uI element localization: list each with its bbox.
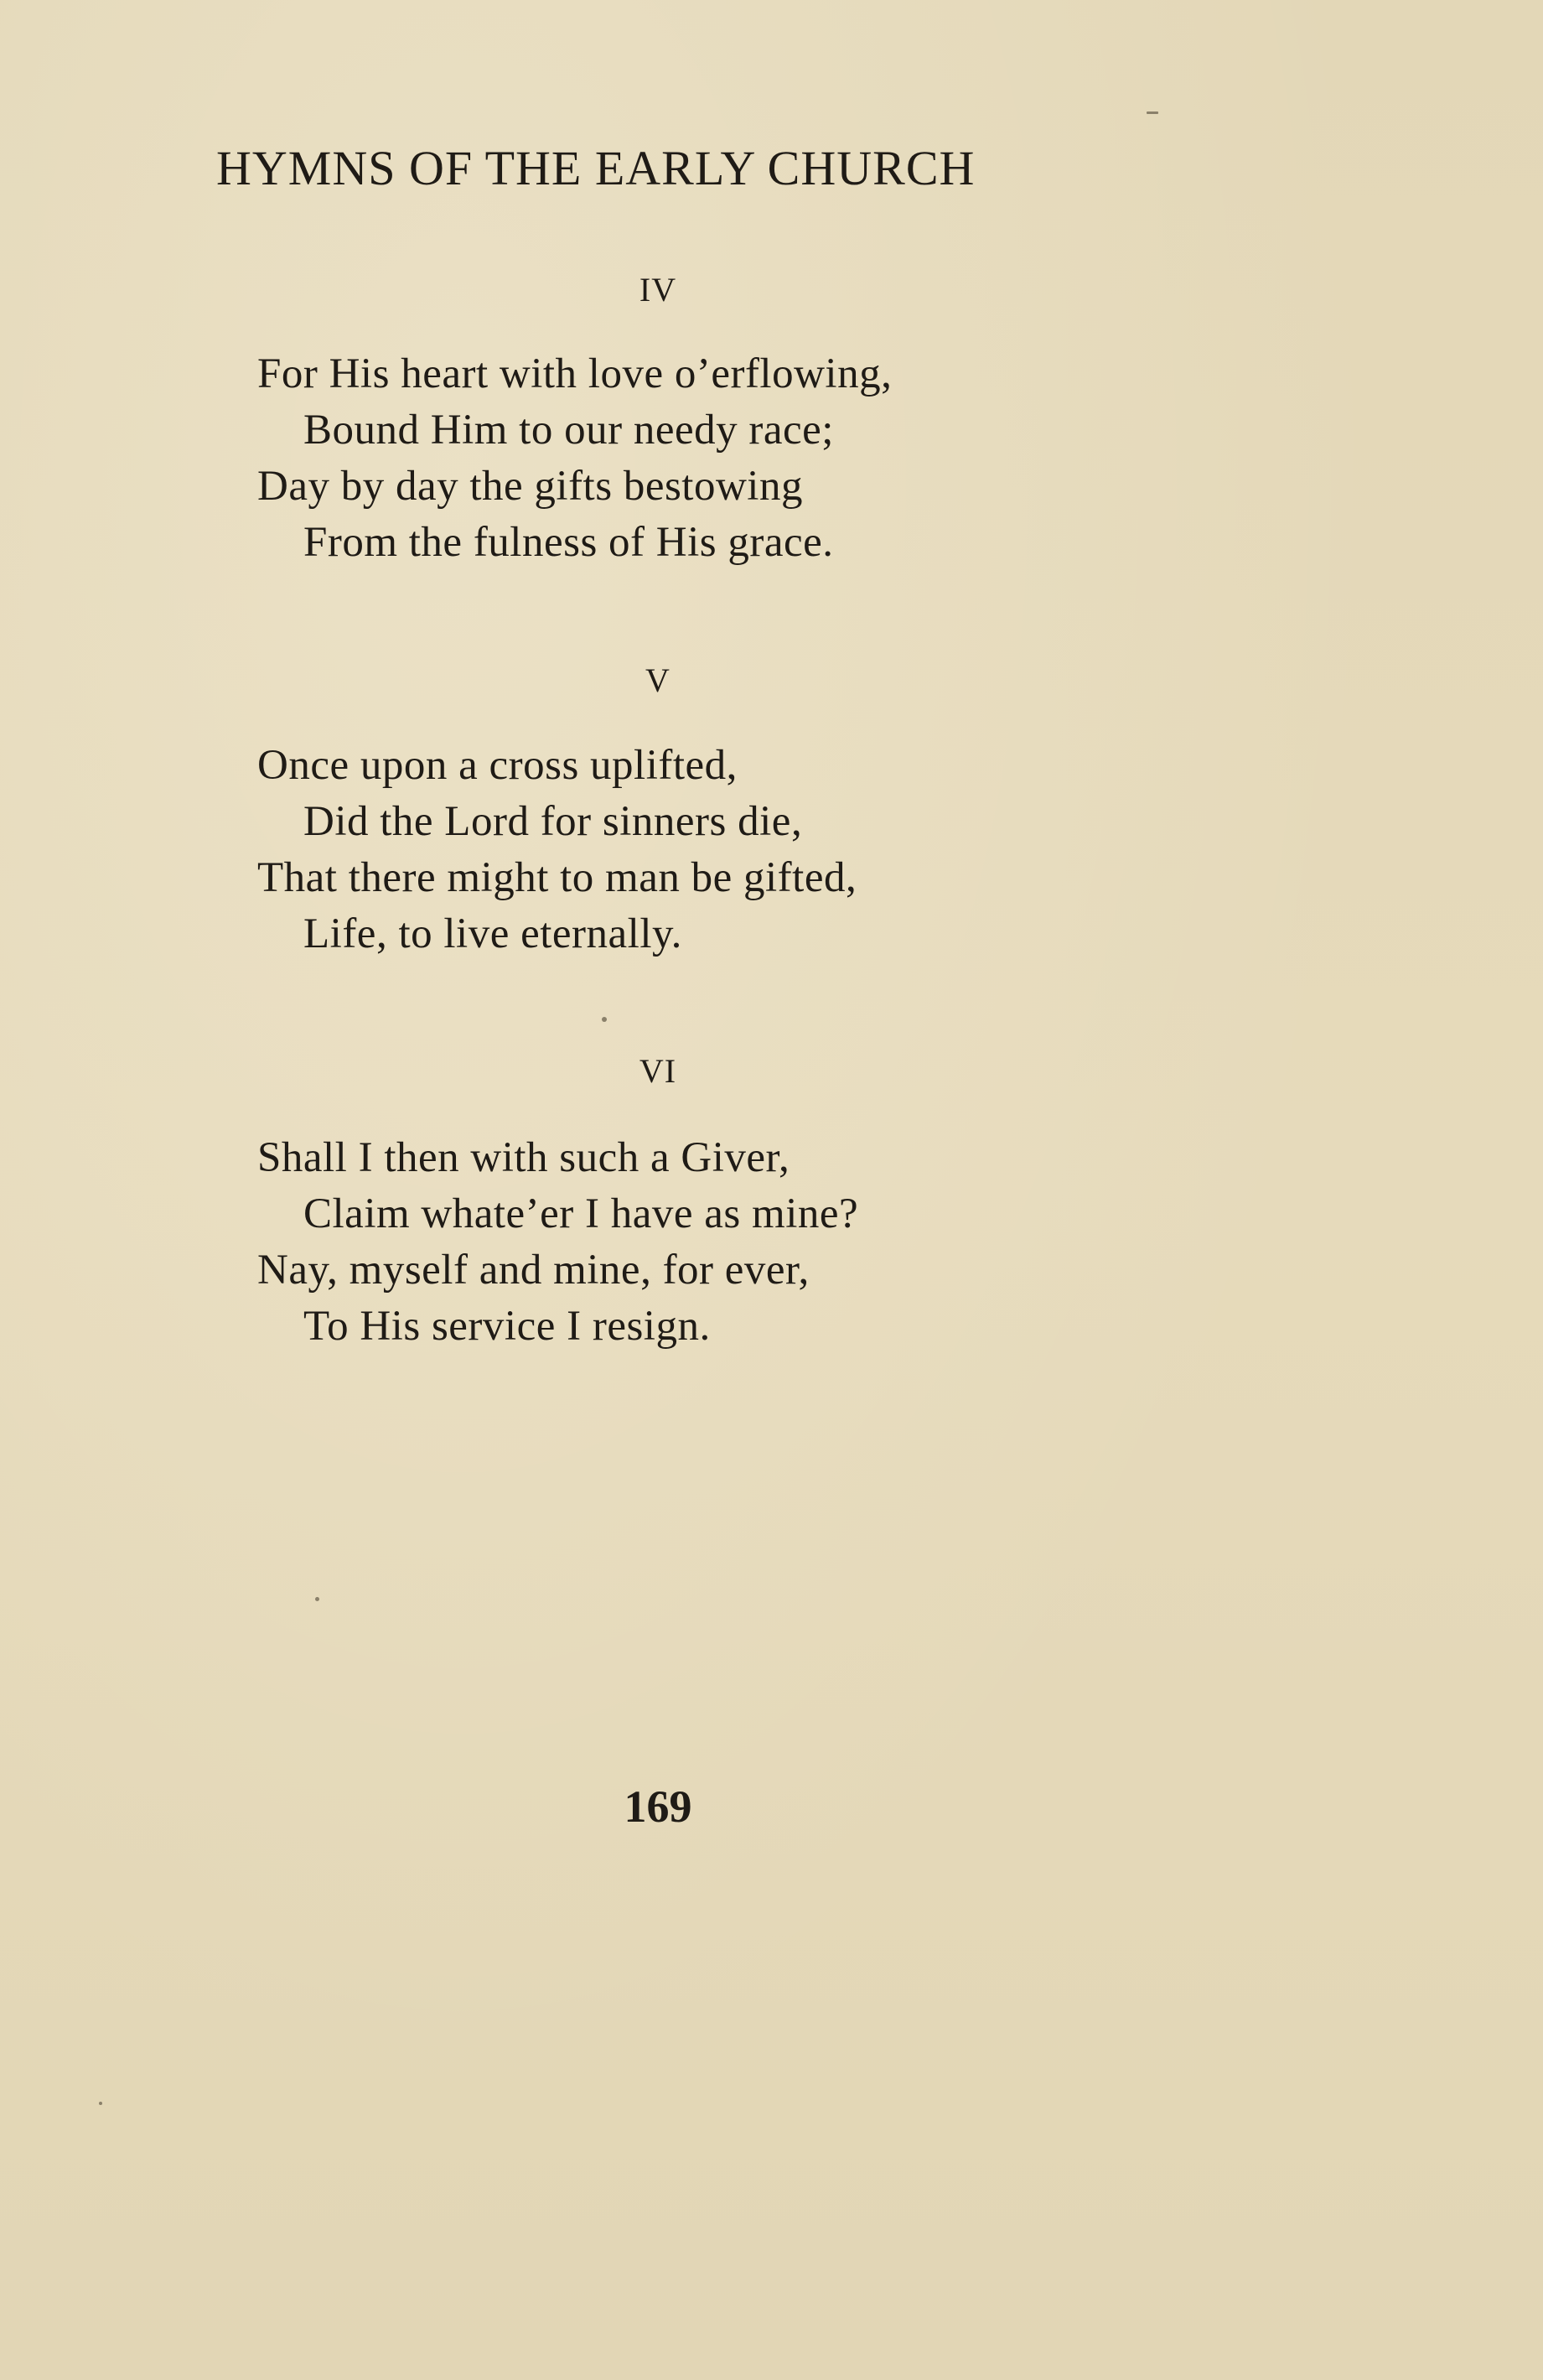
verse-line: For His heart with love o’erflowing,: [257, 350, 893, 397]
verse-line: Once upon a cross uplifted,: [257, 742, 738, 789]
page-number: 169: [624, 1781, 692, 1832]
stanza-number: IV: [639, 271, 677, 309]
verse-line: Shall I then with such a Giver,: [257, 1134, 790, 1181]
verse-line: To His service I resign.: [303, 1303, 711, 1350]
paper-speck: [602, 1017, 607, 1022]
verse-line: Did the Lord for sinners die,: [303, 798, 803, 845]
paper-speck: [315, 1597, 319, 1601]
stanza-number: VI: [639, 1052, 677, 1090]
stanza: [257, 738, 1095, 962]
verse-line: Bound Him to our needy race;: [303, 407, 834, 454]
paper-speck: [99, 2102, 102, 2105]
verse-line: Life, to live eternally.: [303, 910, 682, 957]
verse-line: Claim whate’er I have as mine?: [303, 1190, 859, 1237]
stanza: [257, 1130, 1095, 1355]
verse-line: That there might to man be gifted,: [257, 854, 857, 901]
running-head: HYMNS OF THE EARLY CHURCH: [216, 141, 976, 195]
paper-speck: [1147, 111, 1158, 114]
verse-line: Day by day the gifts bestowing: [257, 463, 803, 510]
verse-line: From the fulness of His grace.: [303, 519, 834, 566]
verse-line: Nay, myself and mine, for ever,: [257, 1247, 810, 1294]
stanza-number: V: [645, 661, 671, 699]
stanza: [257, 346, 1095, 571]
